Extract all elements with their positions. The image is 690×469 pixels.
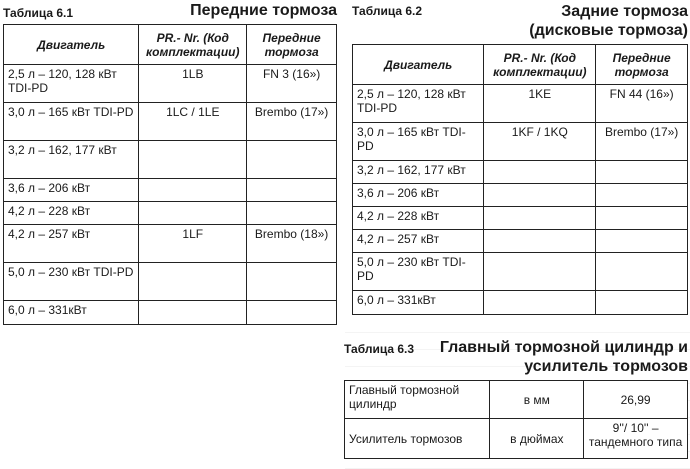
table-row (4, 301, 337, 325)
engine-cell: 4,2 л – 257 кВт (353, 230, 484, 253)
col-header-engine: Двигатель (353, 45, 484, 85)
table-6-3-panel (344, 336, 688, 467)
rear-brakes-table (352, 44, 688, 315)
pr-nr-cell (484, 184, 596, 207)
pr-nr-cell: 1LC / 1LE (139, 103, 247, 141)
pr-nr-cell: 1KF / 1KQ (484, 123, 596, 161)
brakes-cell (247, 301, 337, 325)
pr-nr-cell (484, 253, 596, 291)
parameter-cell: Главный тормозной цилиндр (345, 381, 490, 419)
brakes-cell: FN 44 (16») (596, 85, 688, 123)
col-header-brakes: Передние тормоза (247, 25, 337, 65)
table-row (4, 141, 337, 179)
pr-nr-cell (484, 230, 596, 253)
engine-cell: 3,6 л – 206 кВт (4, 179, 139, 202)
table-6-1-panel (3, 0, 337, 469)
pr-nr-cell (484, 291, 596, 315)
table-header-row (4, 25, 337, 65)
engine-cell: 2,5 л – 120, 128 кВт TDI-PD (353, 85, 484, 123)
table-row (345, 381, 688, 419)
table-row (4, 263, 337, 301)
pr-nr-cell (139, 263, 247, 301)
brakes-cell (247, 263, 337, 301)
table-row (4, 225, 337, 263)
brakes-cell (596, 291, 688, 315)
table-6-1-caption (3, 0, 337, 20)
table-row (345, 419, 688, 459)
engine-cell: 5,0 л – 230 кВт TDI-PD (353, 253, 484, 291)
pr-nr-cell: 1LF (139, 225, 247, 263)
unit-cell: в мм (490, 381, 584, 419)
table-row (353, 291, 688, 315)
engine-cell: 2,5 л – 120, 128 кВт TDI-PD (4, 65, 139, 103)
brakes-cell: Brembo (18») (247, 225, 337, 263)
parameter-cell: Усилитель тормозов (345, 419, 490, 459)
brakes-cell: Brembo (17») (247, 103, 337, 141)
table-row (353, 123, 688, 161)
table-6-1-tag: Таблица 6.1 (3, 6, 74, 20)
engine-cell: 3,2 л – 162, 177 кВт (353, 161, 484, 184)
table-row (4, 179, 337, 202)
pr-nr-cell (484, 161, 596, 184)
col-header-pr-nr: PR.- Nr. (Код комплектации) (139, 25, 247, 65)
col-header-brakes: Передние тормоза (596, 45, 688, 85)
engine-cell: 6,0 л – 331кВт (4, 301, 139, 325)
pr-nr-cell (139, 141, 247, 179)
engine-cell: 3,2 л – 162, 177 кВт (4, 141, 139, 179)
table-6-2-panel (352, 0, 688, 320)
brakes-cell (247, 202, 337, 225)
brakes-cell (596, 207, 688, 230)
table-6-3-tag: Таблица 6.3 (344, 342, 415, 356)
brakes-cell (596, 184, 688, 207)
table-row (353, 207, 688, 230)
engine-cell: 6,0 л – 331кВт (353, 291, 484, 315)
brakes-cell: FN 3 (16») (247, 65, 337, 103)
table-6-2-caption (352, 0, 688, 40)
pr-nr-cell: 1KE (484, 85, 596, 123)
table-row (353, 230, 688, 253)
brakes-cell (247, 179, 337, 202)
master-cylinder-table (344, 380, 688, 459)
table-row (353, 85, 688, 123)
table-6-3-title: Главный тормозной цилиндр и усилитель тормозов (439, 339, 688, 375)
value-cell: 26,99 (584, 381, 688, 419)
engine-cell: 4,2 л – 257 кВт (4, 225, 139, 263)
brakes-cell: Brembo (17») (596, 123, 688, 161)
col-header-pr-nr: PR.- Nr. (Код комплектации) (484, 45, 596, 85)
table-row (353, 161, 688, 184)
brakes-cell (596, 161, 688, 184)
engine-cell: 3,6 л – 206 кВт (353, 184, 484, 207)
table-row (353, 253, 688, 291)
engine-cell: 5,0 л – 230 кВт TDI-PD (4, 263, 139, 301)
pr-nr-cell (139, 202, 247, 225)
table-6-2-title: Задние тормоза (дисковые тормоза) (529, 3, 688, 39)
engine-cell: 4,2 л – 228 кВт (4, 202, 139, 225)
table-row (4, 103, 337, 141)
col-header-engine: Двигатель (4, 25, 139, 65)
engine-cell: 3,0 л – 165 кВт TDI-PD (353, 123, 484, 161)
table-6-1-title: Передние тормоза (190, 2, 337, 19)
value-cell: 9''/ 10'' – тандемного типа (584, 419, 688, 459)
engine-cell: 3,0 л – 165 кВт TDI-PD (4, 103, 139, 141)
table-row (4, 65, 337, 103)
pr-nr-cell: 1LB (139, 65, 247, 103)
table-row (4, 202, 337, 225)
table-6-3-caption (344, 336, 688, 376)
pr-nr-cell (484, 207, 596, 230)
table-header-row (353, 45, 688, 85)
pr-nr-cell (139, 301, 247, 325)
table-6-2-tag: Таблица 6.2 (352, 4, 423, 18)
brakes-cell (596, 230, 688, 253)
brakes-cell (596, 253, 688, 291)
table-row (353, 184, 688, 207)
brakes-cell (247, 141, 337, 179)
engine-cell: 4,2 л – 228 кВт (353, 207, 484, 230)
front-brakes-table (3, 24, 337, 325)
unit-cell: в дюймах (490, 419, 584, 459)
pr-nr-cell (139, 179, 247, 202)
